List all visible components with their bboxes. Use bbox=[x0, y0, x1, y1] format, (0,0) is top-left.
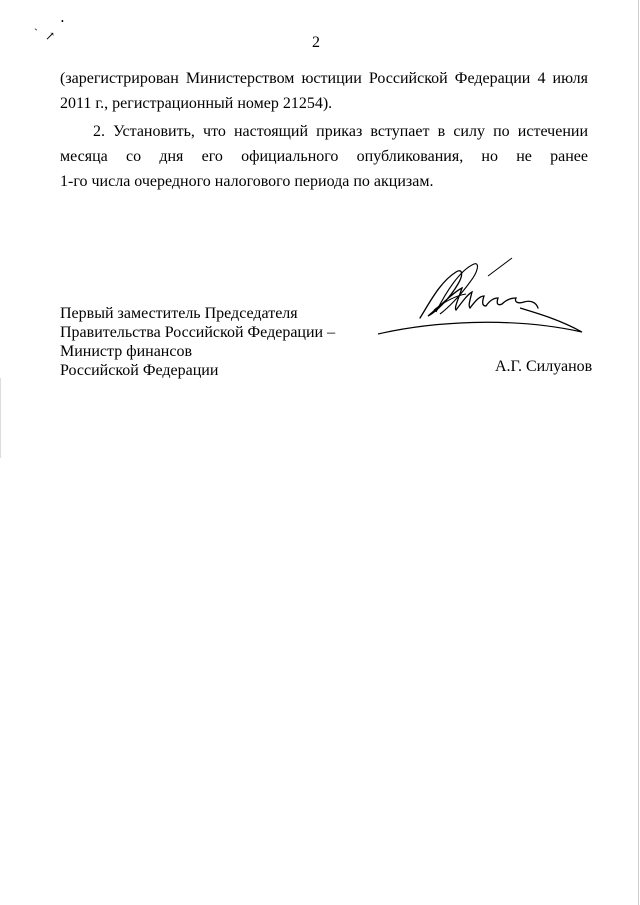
position-line: Министр финансов bbox=[60, 343, 193, 360]
paragraph-line: (зарегистрирован Министерством юстиции Российской Федерации 4 июля bbox=[60, 70, 588, 87]
position-line: Российской Федерации bbox=[60, 362, 219, 379]
page-edge bbox=[638, 0, 639, 905]
paragraph-registration bbox=[60, 66, 588, 116]
handwritten-signature bbox=[370, 252, 585, 344]
paragraph-line: 2. Установить, что настоящий приказ вступает в силу по истечении bbox=[93, 123, 588, 140]
scan-mark: ˋ bbox=[34, 26, 38, 40]
scan-mark: • bbox=[61, 17, 64, 26]
paragraph-line: месяца со дня его официального опубликования, но не ранее bbox=[60, 148, 588, 165]
paragraph-effective-date bbox=[60, 119, 588, 194]
paragraph-line: 2011 г., регистрационный номер 21254). bbox=[60, 95, 333, 112]
page-number: 2 bbox=[312, 34, 320, 51]
paragraph-line: 1-го числа очередного налогового периода по акцизам. bbox=[60, 173, 434, 190]
position-line: Правительства Российской Федерации – bbox=[60, 324, 336, 341]
scan-mark: ↗ bbox=[45, 29, 56, 43]
position-line: Первый заместитель Председателя bbox=[60, 305, 298, 322]
signatory-position bbox=[60, 304, 335, 380]
page-edge-left bbox=[0, 378, 1, 458]
signer-name: А.Г. Силуанов bbox=[495, 358, 593, 375]
